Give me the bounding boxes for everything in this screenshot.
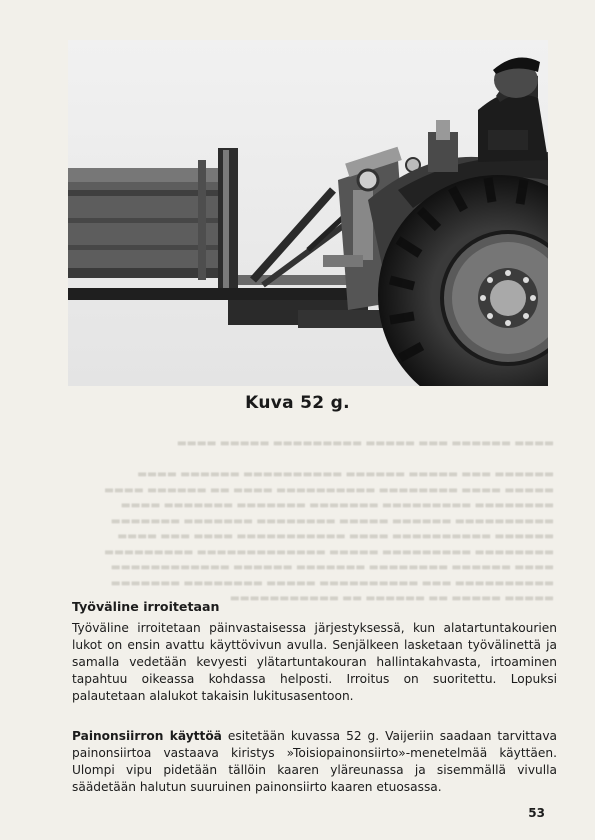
page-number: 53: [528, 806, 545, 820]
section-heading: Työväline irroitetaan: [72, 599, 220, 614]
paragraph-lead: Painonsiirron käyttöä: [72, 729, 222, 743]
section-paragraph: [72, 728, 557, 796]
section-paragraph: Työväline irroitetaan päinvastaisessa järjestyksessä, kun alatartuntakourien lukot on ensin avattu käyttövivun avulla. Senjälkeen lasketaan työvälinettä ja samalla vedetään kevyesti ylätartuntakouran hallintakahvasta, irtoaminen tapahtuu oikeassa kohdassa helposti. Irroitus on suoritettu. Lopuksi palautetaan alalukot takaisin lukitusasentoon.: [72, 621, 557, 703]
bleed-through-texture: ▬▬▬▬ ▬▬▬▬▬▬ ▬▬▬ ▬▬▬▬▬ ▬▬▬▬▬▬▬▬▬ ▬▬▬▬▬ ▬▬▬▬ ▬▬▬▬▬▬ ▬▬▬ ▬▬▬▬▬ ▬▬▬▬▬▬ ▬▬▬▬▬▬▬▬▬▬ ▬▬▬▬▬▬ ▬▬▬▬ ▬▬▬▬▬ ▬▬▬▬ ▬▬▬▬▬▬▬▬ ▬▬▬▬▬▬▬▬▬▬ ▬▬▬▬ ▬▬ ▬▬▬▬▬▬ ▬▬▬▬ ▬▬▬▬▬▬▬▬ ▬▬▬▬▬▬▬▬▬ ▬▬▬▬▬▬▬ ▬▬▬▬▬▬▬ ▬▬▬▬▬▬▬ ▬▬▬▬ ▬▬▬▬▬▬▬▬▬▬ ▬▬▬▬▬▬ ▬▬▬▬▬ ▬▬▬▬▬▬▬▬ ▬▬▬▬▬▬▬ ▬▬▬▬▬▬▬ ▬▬▬▬▬▬ ▬▬▬▬▬▬▬▬▬▬ ▬▬▬▬ ▬▬▬▬▬▬▬▬▬▬▬ ▬▬▬▬ ▬▬▬ ▬▬▬▬ ▬▬▬▬▬▬▬▬ ▬▬▬▬▬▬▬▬▬ ▬▬▬▬▬ ▬▬▬▬▬▬▬▬▬▬▬▬▬ ▬▬▬▬▬▬▬▬▬ ▬▬▬▬ ▬▬▬▬▬▬ ▬▬▬▬▬▬▬▬ ▬▬▬▬▬▬▬ ▬▬▬▬▬▬ ▬▬▬▬▬▬▬▬▬▬▬▬ ▬▬▬▬▬▬▬▬▬▬ ▬▬▬ ▬▬▬▬▬▬▬▬▬▬ ▬▬▬▬▬ ▬▬▬▬▬▬▬▬ ▬▬▬▬▬▬▬ ▬▬▬▬▬ ▬▬▬▬▬ ▬▬ ▬▬▬▬▬▬ ▬▬ ▬▬▬▬▬▬▬▬▬▬▬: [104, 437, 554, 604]
section-weight-transfer: [72, 728, 557, 796]
paragraph-body: esitetään kuvassa 52 g. Vaijeriin saadaan tarvittava painonsiirtoa vastaava kiristys »Toisiopainonsiirto»-menetelmää käyttäen. Ulompi vipu pidetään tällöin kaaren yläreunassa ja sisemmällä vivulla säädetään halutun suuruinen painonsiirto kaaren etuosassa.: [72, 729, 557, 794]
tractor-photo: [68, 40, 548, 386]
tractor-illustration: [68, 40, 548, 386]
figure-caption: Kuva 52 g.: [245, 393, 350, 413]
section-remove-implement: [72, 598, 557, 705]
